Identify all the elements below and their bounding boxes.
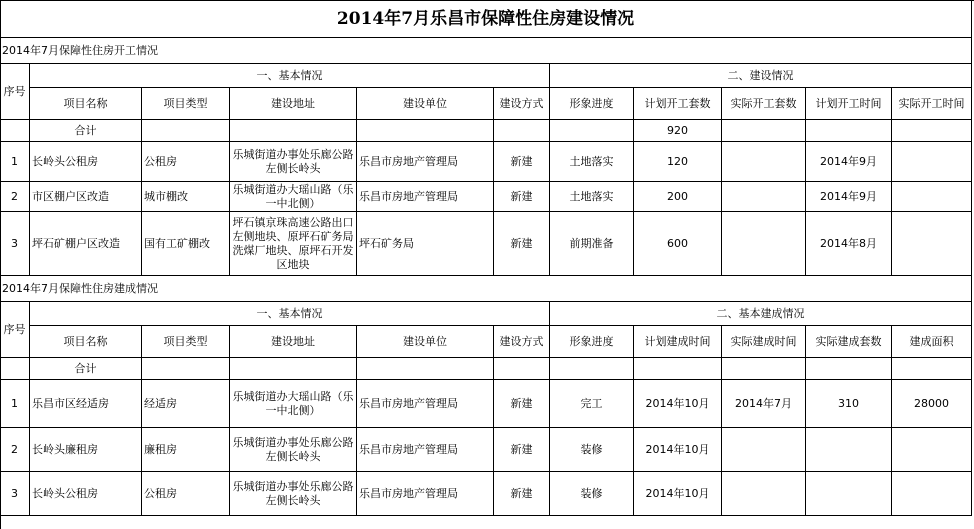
row-type [142,212,230,276]
row-planned_units [634,142,722,182]
column-header [142,326,230,358]
row-planned_units-text: 600 [667,236,688,250]
report-title [0,0,972,38]
row-planned_time-text: 2014年10月 [645,486,710,500]
column-header [30,326,142,358]
section1-label-text: 2014年7月保障性住房开工情况 [2,43,158,57]
total-cell [357,120,494,142]
total-cell-text: 920 [667,123,688,137]
row-seq-text: 3 [11,486,18,500]
total-cell [142,358,230,380]
row-progress [550,142,634,182]
row-planned_time-text: 2014年9月 [820,154,877,168]
row-address [230,182,357,212]
row-name-text: 长岭头廉租房 [32,442,98,456]
column-header-text: 建设方式 [499,96,544,110]
row-unit-text: 乐昌市房地产管理局 [359,396,458,410]
row-method [494,472,550,516]
row-area-text: 28000 [914,396,949,410]
column-header-text: 建设单位 [403,334,447,348]
column-header-text: 形象进度 [569,96,614,110]
column-header [494,88,550,120]
row-type [142,472,230,516]
column-header [722,326,806,358]
column-header [550,326,634,358]
row-method-text: 新建 [510,486,533,500]
row-name [30,212,142,276]
total-label-text: 合计 [74,123,97,137]
column-header [30,88,142,120]
row-planned_time-text: 2014年10月 [645,442,710,456]
row-planned_time-text: 2014年10月 [645,396,710,410]
column-header-text: 建成面积 [909,334,954,348]
column-header [494,326,550,358]
section1-label [0,38,972,64]
row-actual_units [806,472,892,516]
row-progress-text: 装修 [580,442,603,456]
column-header [806,88,892,120]
row-progress-text: 土地落实 [569,154,614,168]
row-planned_units [634,212,722,276]
row-type-text: 公租房 [144,486,177,500]
row-name-text: 长岭头公租房 [32,486,98,500]
row-actual_time-text: 2014年7月 [735,396,792,410]
row-type-text: 国有工矿棚改 [144,236,210,250]
row-name-text: 乐昌市区经适房 [32,396,109,410]
row-progress [550,428,634,472]
group-secondary [550,302,972,326]
column-header-text: 项目类型 [163,96,208,110]
row-actual_time [722,380,806,428]
column-header-text: 计划开工时间 [815,96,882,110]
row-seq-text: 3 [11,236,18,250]
row-unit [357,182,494,212]
row-address [230,212,357,276]
column-header [142,88,230,120]
row-planned_time [806,142,892,182]
row-seq [0,212,30,276]
row-area [892,380,972,428]
seq-header [0,302,30,358]
total-cell [142,120,230,142]
total-cell [230,120,357,142]
row-seq-text: 1 [11,154,18,168]
row-name-text: 坪石矿棚户区改造 [32,236,120,250]
row-name [30,142,142,182]
column-header-text: 建设地址 [271,334,315,348]
row-seq [0,380,30,428]
column-header-text: 实际建成时间 [730,334,797,348]
row-seq-text: 1 [11,396,18,410]
group-secondary-text: 二、基本建成情况 [716,306,805,320]
column-header-text: 建设单位 [403,96,447,110]
row-unit [357,380,494,428]
total-cell [806,358,892,380]
column-header-text: 项目名称 [63,334,108,348]
total-cell [357,358,494,380]
group-secondary [550,64,972,88]
row-unit [357,428,494,472]
total-label-text: 合计 [74,361,97,375]
row-progress [550,182,634,212]
row-actual_time [722,472,806,516]
row-actual_time [892,142,972,182]
row-planned_units [634,182,722,212]
column-header-text: 实际建成套数 [815,334,882,348]
total-seq [0,120,30,142]
row-type [142,380,230,428]
seq-header-text: 序号 [3,322,26,336]
row-unit [357,142,494,182]
total-label [30,120,142,142]
row-actual_units [722,212,806,276]
row-actual_time [892,212,972,276]
row-name-text: 市区棚户区改造 [32,189,109,203]
column-header-text: 项目名称 [63,96,108,110]
row-unit [357,212,494,276]
row-method-text: 新建 [510,154,533,168]
row-progress [550,380,634,428]
column-header-text: 建设方式 [499,334,544,348]
row-address [230,428,357,472]
row-actual_time [722,428,806,472]
row-name-text: 长岭头公租房 [32,154,98,168]
total-cell [634,120,722,142]
row-seq [0,182,30,212]
total-cell [892,358,972,380]
row-unit-text: 乐昌市房地产管理局 [359,189,458,203]
row-seq [0,472,30,516]
row-seq-text: 2 [11,189,18,203]
column-header [722,88,806,120]
row-actual_units [806,428,892,472]
group-basic-info-text: 一、基本情况 [256,306,323,320]
row-planned_units-text: 200 [667,189,688,203]
column-header-text: 计划建成时间 [644,334,711,348]
column-header [230,88,357,120]
row-progress [550,212,634,276]
row-method-text: 新建 [510,189,533,203]
row-type-text: 经适房 [144,396,177,410]
row-unit [357,472,494,516]
column-header [806,326,892,358]
row-unit-text: 乐昌市房地产管理局 [359,486,458,500]
row-planned_time [634,472,722,516]
total-cell [550,358,634,380]
column-header-text: 建设地址 [271,96,315,110]
row-name [30,380,142,428]
total-seq [0,358,30,380]
column-header [357,326,494,358]
column-header [634,326,722,358]
total-cell [806,120,892,142]
group-basic-info [30,302,550,326]
section2-label-text: 2014年7月保障性住房建成情况 [2,281,158,295]
report-title-text: 2014年7月乐昌市保障性住房建设情况 [336,8,635,29]
row-address-text: 坪石镇京珠高速公路出口左侧地块、原坪石矿务局洗煤厂地块、原坪石开发区地块 [232,215,354,271]
column-header-text: 形象进度 [569,334,614,348]
row-planned_time [806,212,892,276]
row-name [30,472,142,516]
row-address-text: 乐城街道办事处乐廊公路左侧长岭头 [232,479,354,507]
row-address [230,142,357,182]
row-method [494,428,550,472]
column-header [550,88,634,120]
column-header [230,326,357,358]
row-progress-text: 前期准备 [569,236,614,250]
row-method [494,212,550,276]
row-progress-text: 土地落实 [569,189,614,203]
row-type-text: 公租房 [144,154,177,168]
row-address [230,380,357,428]
row-unit-text: 乐昌市房地产管理局 [359,442,458,456]
row-address-text: 乐城街道办大瑶山路（乐一中北侧） [232,389,354,417]
column-header [892,88,972,120]
row-area [892,428,972,472]
column-header [634,88,722,120]
row-seq [0,142,30,182]
group-basic-info [30,64,550,88]
row-address-text: 乐城街道办大瑶山路（乐一中北侧） [232,182,354,210]
row-address-text: 乐城街道办事处乐廊公路左侧长岭头 [232,435,354,463]
row-seq-text: 2 [11,442,18,456]
column-header-text: 实际开工时间 [898,96,965,110]
total-cell [550,120,634,142]
row-progress-text: 完工 [580,396,603,410]
group-secondary-text: 二、建设情况 [727,68,794,82]
row-method [494,142,550,182]
row-actual_units-text: 310 [838,396,859,410]
row-name [30,428,142,472]
row-actual_units [722,182,806,212]
group-basic-info-text: 一、基本情况 [256,68,323,82]
row-planned_time-text: 2014年8月 [820,236,877,250]
row-method [494,182,550,212]
column-header [892,326,972,358]
column-header-text: 计划开工套数 [644,96,711,110]
row-type [142,182,230,212]
total-cell [494,120,550,142]
total-cell [722,358,806,380]
row-type-text: 城市棚改 [144,189,188,203]
row-method-text: 新建 [510,236,533,250]
row-planned_time-text: 2014年9月 [820,189,877,203]
row-actual_time [892,182,972,212]
row-progress [550,472,634,516]
total-cell [634,358,722,380]
row-type [142,142,230,182]
column-header [357,88,494,120]
row-actual_units [806,380,892,428]
row-type [142,428,230,472]
row-method [494,380,550,428]
row-planned_time [806,182,892,212]
total-cell [722,120,806,142]
row-address-text: 乐城街道办事处乐廊公路左侧长岭头 [232,147,354,175]
row-progress-text: 装修 [580,486,603,500]
total-label [30,358,142,380]
row-method-text: 新建 [510,396,533,410]
seq-header-text: 序号 [3,84,26,98]
column-header-text: 项目类型 [163,334,208,348]
row-seq [0,428,30,472]
total-cell [230,358,357,380]
seq-header [0,64,30,120]
row-actual_units [722,142,806,182]
row-unit-text: 乐昌市房地产管理局 [359,154,458,168]
total-cell [494,358,550,380]
row-planned_units-text: 120 [667,154,688,168]
column-header-text: 实际开工套数 [730,96,797,110]
row-planned_time [634,380,722,428]
section2-label [0,276,972,302]
row-type-text: 廉租房 [144,442,177,456]
total-cell [892,120,972,142]
row-unit-text: 坪石矿务局 [359,236,414,250]
row-area [892,472,972,516]
row-planned_time [634,428,722,472]
row-address [230,472,357,516]
row-name [30,182,142,212]
row-method-text: 新建 [510,442,533,456]
